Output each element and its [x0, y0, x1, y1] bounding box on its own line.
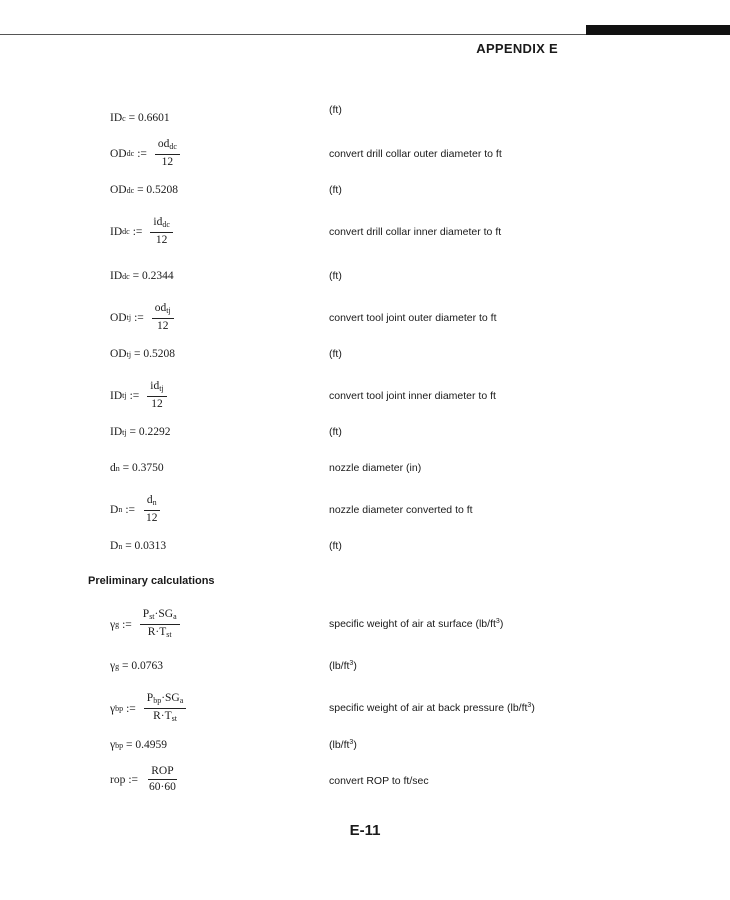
equation: ID tj := $\frac{id_{tj}}{12}$ — [110, 380, 167, 411]
header-bar — [586, 25, 730, 35]
description: convert drill collar inner diameter to ft — [329, 226, 502, 238]
fraction: $\frac{P_{bp}\cdot SG_a}{R\cdot T_{st}}$ — [144, 692, 187, 725]
description: nozzle diameter (in) — [329, 462, 422, 474]
description: nozzle diameter converted to ft — [329, 504, 473, 516]
fraction: $\frac{od_{dc}}{12}$ — [155, 138, 180, 169]
fraction: $\frac{P_{st}\cdot SG_a}{R\cdot T_{st}}$ — [140, 608, 180, 641]
description: convert ROP to ft/sec — [329, 775, 429, 787]
equation: rop := $\frac{\text{ROP}}{60\cdot 60}$ — [110, 765, 179, 794]
header-rule — [0, 34, 586, 35]
fraction: $\frac{\text{ROP}}{60\cdot 60}$ — [149, 765, 176, 793]
equation: γ bp = 0.4959 — [110, 739, 167, 751]
description: convert drill collar outer diameter to ft — [329, 148, 502, 160]
equation: ID tj = 0.2292 — [110, 426, 171, 438]
fraction: $\frac{d_n}{12}$ — [143, 494, 161, 525]
description: (ft) — [329, 104, 342, 116]
section-title: Preliminary calculations — [88, 575, 215, 587]
description: specific weight of air at surface $(lb/ft^3)$ — [329, 618, 504, 630]
description: (ft) — [329, 540, 342, 552]
equation: ID dc := $\frac{id_{dc}}{12}$ — [110, 216, 173, 247]
description: (ft) — [329, 426, 342, 438]
fraction: $\frac{id_{tj}}{12}$ — [147, 380, 166, 411]
description: (ft) — [329, 184, 342, 196]
description: (ft) — [329, 348, 342, 360]
page-number: E-11 — [349, 822, 381, 839]
description: convert tool joint inner diameter to ft — [329, 390, 496, 402]
equation: ID dc = 0.2344 — [110, 270, 174, 282]
fraction: $\frac{od_{tj}}{12}$ — [152, 302, 174, 333]
equation: γ g := $\frac{P_{st}\cdot SG_a}{R\cdot T_{st}}$ — [110, 608, 180, 641]
description: convert tool joint outer diameter to ft — [329, 312, 497, 324]
description: (ft) — [329, 270, 342, 282]
equation: γ g = 0.0763 — [110, 660, 163, 672]
description: $(lb/ft^3)$ — [329, 739, 357, 751]
fraction: $\frac{id_{dc}}{12}$ — [150, 216, 173, 247]
equation: ID c = 0.6601 — [110, 112, 170, 124]
equation: D n = 0.0313 — [110, 540, 167, 552]
equation: γ bp := $\frac{P_{bp}\cdot SG_a}{R\cdot T_{st}}$ — [110, 692, 186, 725]
equation: OD dc := $\frac{od_{dc}}{12}$ — [110, 138, 180, 169]
equation: d n = 0.3750 — [110, 462, 164, 474]
appendix-title: APPENDIX E — [476, 41, 558, 56]
description: specific weight of air at back pressure $(lb/ft^3)$ — [329, 702, 535, 714]
equation: OD tj = 0.5208 — [110, 348, 175, 360]
equation: OD tj := $\frac{od_{tj}}{12}$ — [110, 302, 174, 333]
equation: D n := $\frac{d_n}{12}$ — [110, 494, 161, 525]
equation: OD dc = 0.5208 — [110, 184, 179, 196]
description: $(lb/ft^3)$ — [329, 660, 357, 672]
